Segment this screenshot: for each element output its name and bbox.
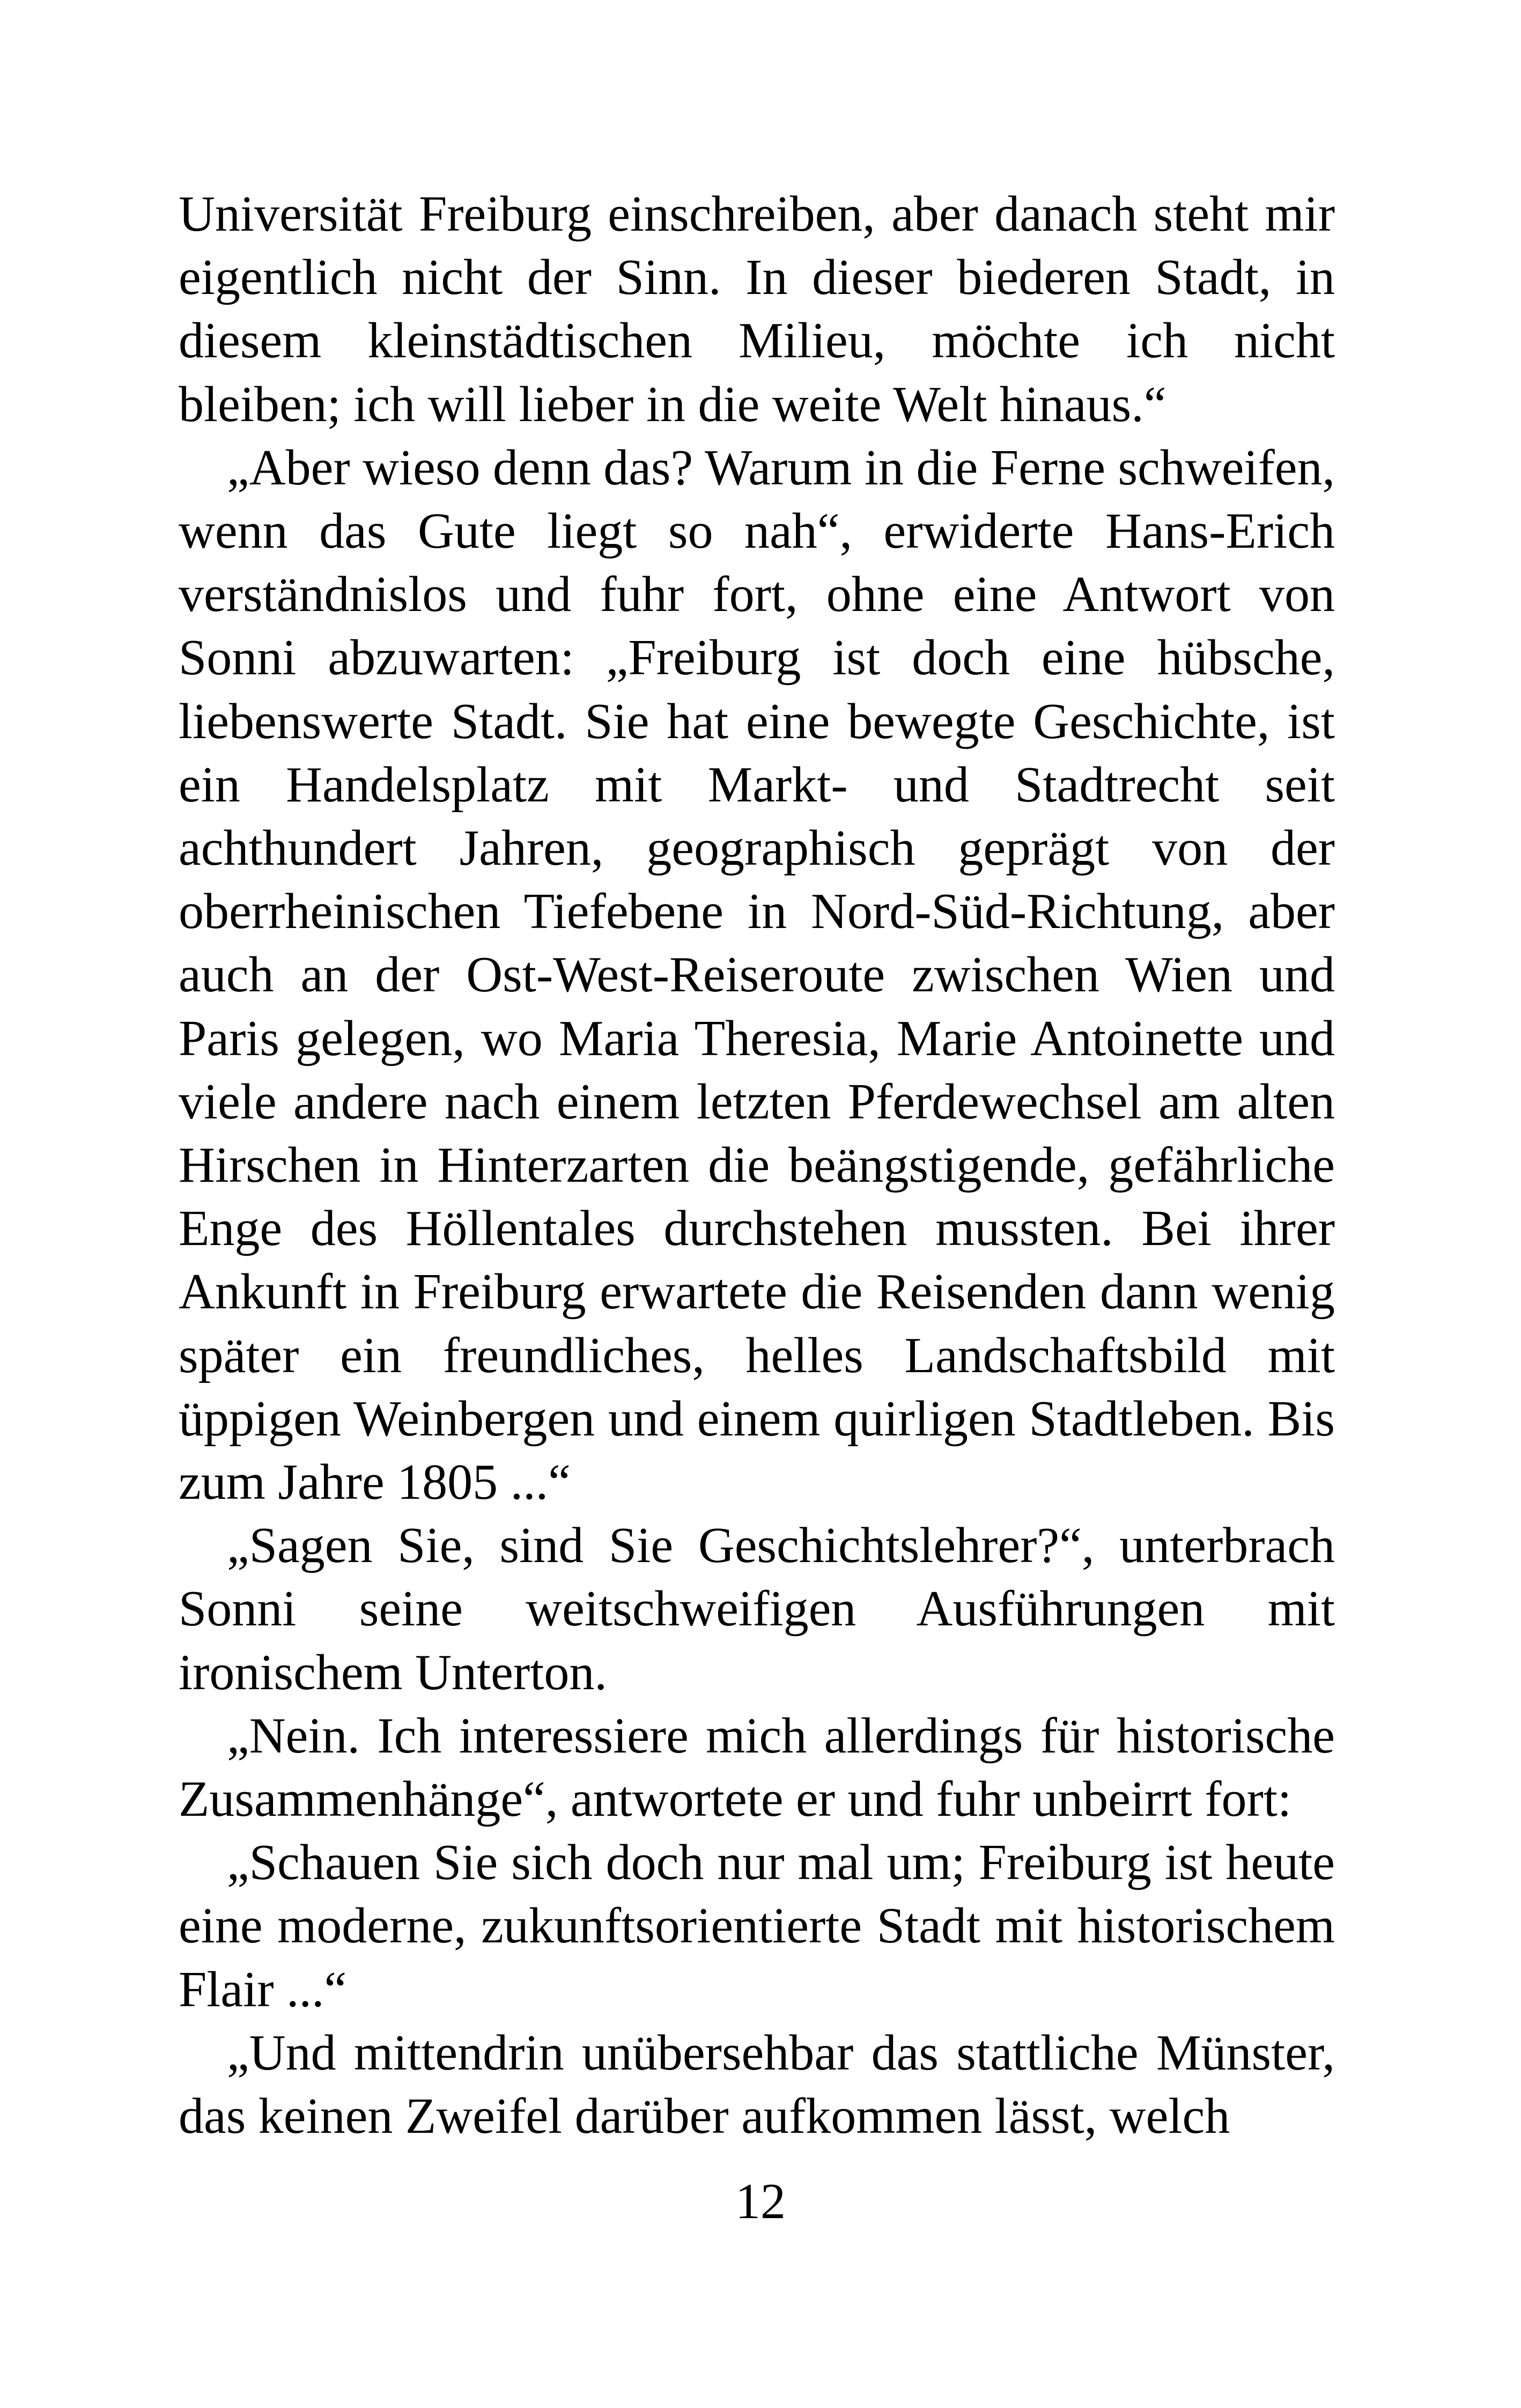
paragraph-historical-interest: „Nein. Ich interessiere mich allerdings für historische Zusammenhänge“, antwortete er und fuhr unbeirrt fort: (179, 1707, 1335, 1828)
page-number: 12 (735, 2174, 786, 2229)
paragraph-continuation: Universität Freiburg einschreiben, aber danach steht mir eigentlich nicht der Sinn. In dieser biederen Stadt, in diesem kleinstädtischen Milieu, möchte ich nicht bleiben; ich will lieber in die weite Welt hinaus.“ (179, 186, 1335, 432)
paragraph-history-teacher-question: „Sagen Sie, sind Sie Geschichtslehrer?“, unterbrach Sonni seine weitschweifigen Ausführungen mit ironischem Unterton. (179, 1518, 1335, 1700)
paragraph-modern-city: „Schauen Sie sich doch nur mal um; Freiburg ist heute eine moderne, zukunftsorientierte Stadt mit historischem Flair ...“ (179, 1835, 1335, 2017)
paragraph-freiburg-history: „Aber wieso denn das? Warum in die Ferne schweifen, wenn das Gute liegt so nah“, erwiderte Hans-Erich verständnislos und fuhr fort, ohne eine Antwort von Sonni abzuwarten: „Freiburg ist doch eine hübsche, liebenswerte Stadt. Sie hat eine bewegte Geschichte, ist ein Handelsplatz mit Markt- und Stadtrecht seit achthundert Jahren, geographisch geprägt von der oberrheinischen Tiefebene in Nord-Süd-Richtung, aber auch an der Ost-West-Reiseroute zwischen Wien und Paris gelegen, wo Maria Theresia, Marie Antoinette und viele andere nach einem letzten Pferdewechsel am alten Hirschen in Hinterzarten die beängstigende, gefährliche Enge des Höllentales durchstehen mussten. Bei ihrer Ankunft in Freiburg erwartete die Reisenden dann wenig später ein freundliches, helles Landschaftsbild mit üppigen Weinbergen und einem quirligen Stadtleben. Bis zum Jahre 1805 ...“ (179, 439, 1335, 1511)
body-text (179, 182, 1335, 2148)
paragraph-muenster: „Und mittendrin unübersehbar das stattliche Münster, das keinen Zweifel darüber aufkommen lässt, welch (179, 2024, 1335, 2145)
